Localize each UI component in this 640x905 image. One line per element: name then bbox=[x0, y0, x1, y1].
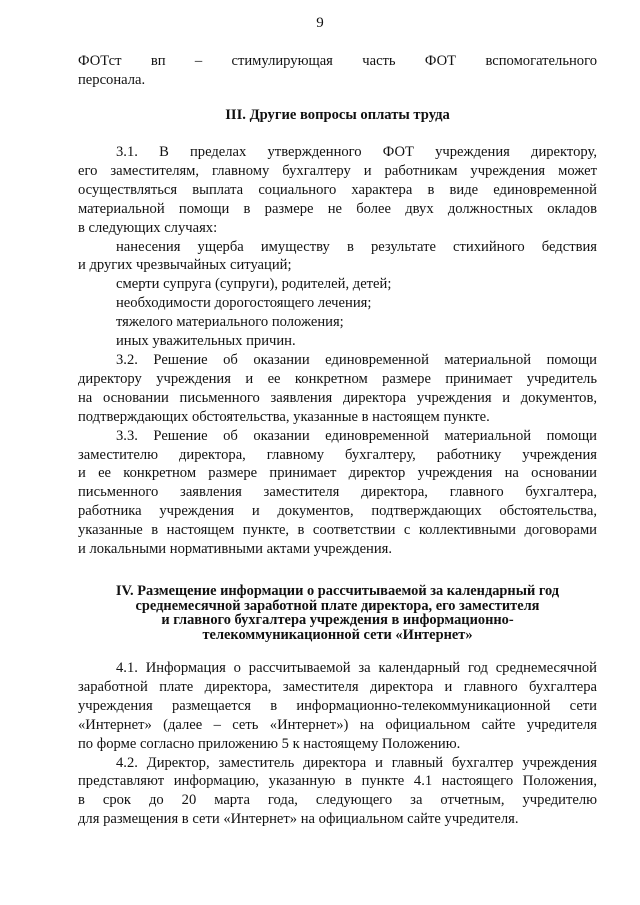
text-line: его заместителям, главному бухгалтеру и работникам учреждения может bbox=[78, 162, 597, 179]
heading-line: и главного бухгалтера учреждения в информационно- bbox=[161, 612, 514, 628]
intro-paragraph bbox=[78, 52, 597, 90]
case-item: иных уважительных причин. bbox=[116, 333, 296, 350]
page-number: 9 bbox=[316, 15, 324, 31]
case-item-continuation: и других чрезвычайных ситуаций; bbox=[78, 257, 292, 274]
text-line: 3.1. В пределах утвержденного ФОТ учреждения директору, bbox=[116, 144, 597, 160]
text-line: подтверждающих обстоятельства, указанные в настоящем пункте. bbox=[78, 408, 490, 425]
text-line: представляют информацию, указанную в пункте 4.1 настоящего Положения, bbox=[78, 773, 597, 790]
text-line: учреждения размещается в информационно-телекоммуникационной сети bbox=[78, 697, 597, 714]
text-line: персонала. bbox=[78, 71, 146, 88]
text-line: 4.2. Директор, заместитель директора и главный бухгалтер учреждения bbox=[116, 754, 597, 771]
text-line: ФОТст вп – стимулирующая часть ФОТ вспомогательного bbox=[78, 53, 597, 69]
section-4-heading bbox=[78, 584, 597, 642]
heading-line: IV. Размещение информации о рассчитываемой за календарный год bbox=[115, 583, 560, 599]
paragraph-3-1 bbox=[78, 143, 597, 559]
text-line: для размещения в сети «Интернет» на официальном сайте учредителя. bbox=[78, 811, 519, 828]
case-item: необходимости дорогостоящего лечения; bbox=[116, 295, 372, 312]
heading-line: среднемесячной заработной плате директора, его заместителя bbox=[135, 597, 540, 614]
text-line: заработной плате директора, заместителя директора и главного бухгалтера bbox=[78, 678, 597, 695]
text-line: директору учреждения и ее конкретном размере принимает учредитель bbox=[78, 370, 597, 387]
text-line: указанные в настоящем пункте, в соответствии с коллективными договорами bbox=[78, 522, 597, 539]
text-line: 3.2. Решение об оказании единовременной материальной помощи bbox=[116, 351, 597, 368]
section-3-heading: III. Другие вопросы оплаты труда bbox=[225, 107, 450, 123]
text-line: осуществляться выплата социального характера в виде единовременной bbox=[78, 181, 597, 198]
text-line: и ее конкретном размере принимает директор учреждения на основании bbox=[78, 465, 597, 482]
text-line: «Интернет» (далее – сеть «Интернет») на официальном сайте учредителя bbox=[78, 716, 597, 733]
case-item: тяжелого материального положения; bbox=[116, 314, 344, 331]
text-line: письменного заявления заместителя директора, главного бухгалтера, bbox=[78, 484, 597, 501]
paragraph-4-1 bbox=[78, 659, 597, 829]
text-line: заместителю директора, главному бухгалтеру, работнику учреждения bbox=[78, 446, 597, 463]
text-line: 3.3. Решение об оказании единовременной материальной помощи bbox=[116, 427, 597, 444]
text-line: 4.1. Информация о рассчитываемой за календарный год среднемесячной bbox=[116, 660, 597, 676]
text-line: в срок до 20 марта года, следующего за отчетным, учредителю bbox=[78, 792, 597, 809]
case-item: нанесения ущерба имуществу в результате стихийного бедствия bbox=[116, 238, 597, 255]
text-line: работника учреждения и документов, подтверждающих обстоятельства, bbox=[78, 503, 597, 520]
heading-line: телекоммуникационной сети «Интернет» bbox=[202, 626, 473, 643]
case-item: смерти супруга (супруги), родителей, детей; bbox=[116, 276, 392, 293]
text-line: на основании письменного заявления директора учреждения и документов, bbox=[78, 389, 597, 406]
text-line: по форме согласно приложению 5 к настоящему Положению. bbox=[78, 735, 461, 752]
text-line: материальной помощи в размере не более двух должностных окладов bbox=[78, 200, 597, 217]
text-line: в следующих случаях: bbox=[78, 219, 218, 236]
text-line: и локальными нормативными актами учреждения. bbox=[78, 541, 393, 558]
